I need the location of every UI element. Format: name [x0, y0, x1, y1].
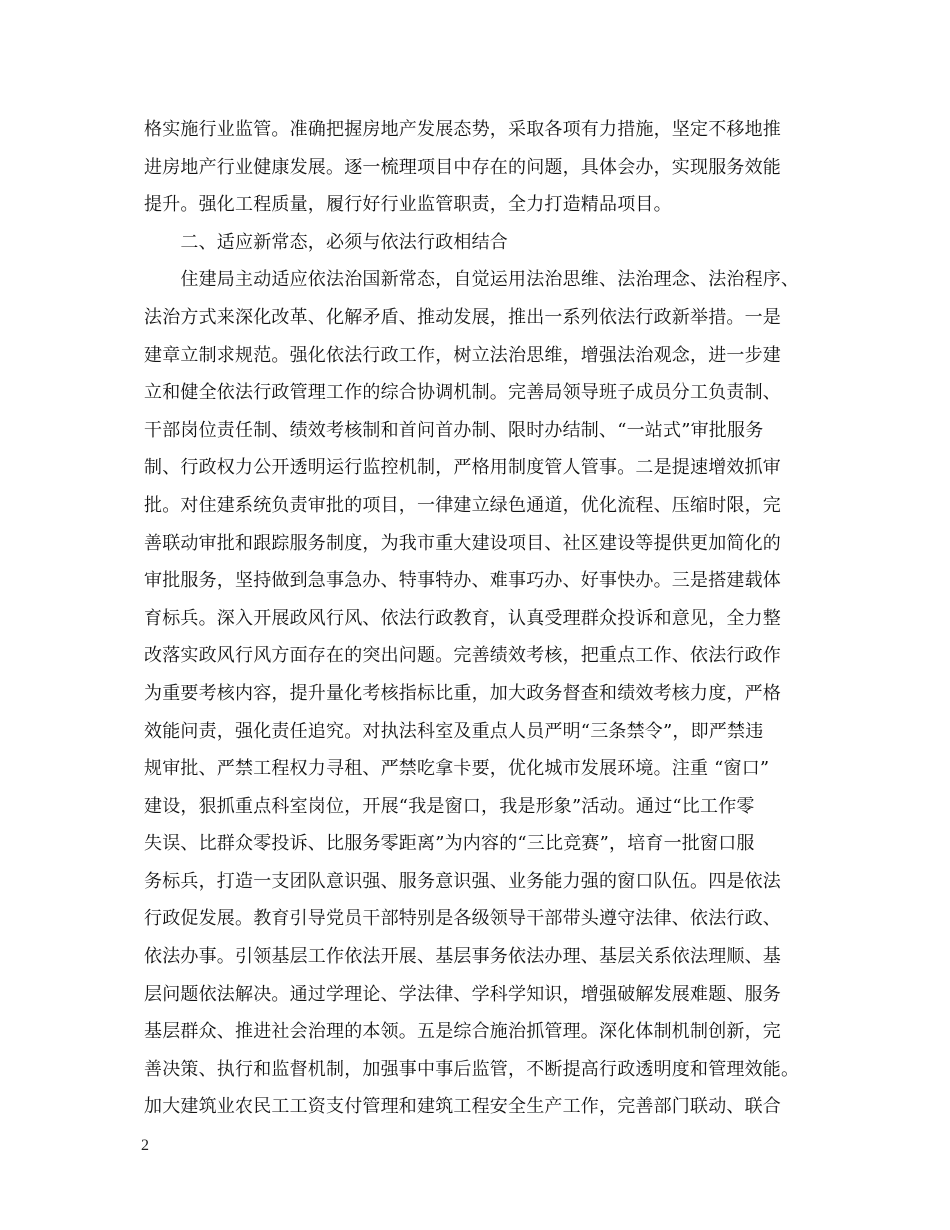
text-line: 进房地产行业健康发展。逐一梳理项目中存在的问题，具体会办，实现服务效能 [144, 156, 781, 178]
text-line: 改落实政风行风方面存在的突出问题。完善绩效考核，把重点工作、依法行政作 [144, 645, 781, 667]
text-line: 依法办事。引领基层工作依法开展、基层事务依法办理、基层关系依法理顺、基 [144, 946, 781, 968]
text-line: 住建局主动适应依法治国新常态，自觉运用法治思维、法治理念、法治程序、 [144, 269, 800, 291]
text-line: 法治方式来深化改革、化解矛盾、推动发展，推出一系列依法行政新举措。一是 [144, 306, 781, 328]
text-line: 善决策、执行和监督机制，加强事中事后监管，不断提高行政透明度和管理效能。 [144, 1058, 800, 1080]
text-line: 批。对住建系统负责审批的项目，一律建立绿色通道，优化流程、压缩时限，完 [144, 494, 781, 516]
text-line: 层问题依法解决。通过学理论、学法律、学科学知识，增强破解发展难题、服务 [144, 983, 781, 1005]
text-line: 制、行政权力公开透明运行监控机制，严格用制度管人管事。二是提速增效抓审 [144, 457, 781, 479]
text-line: 为重要考核内容，提升量化考核指标比重，加大政务督查和绩效考核力度，严格 [144, 682, 781, 704]
text-line: 规审批、严禁工程权力寻租、严禁吃拿卡要，优化城市发展环境。注重 “窗口” [144, 758, 770, 780]
text-line: 立和健全依法行政管理工作的综合协调机制。完善局领导班子成员分工负责制、 [144, 382, 781, 404]
text-line: 育标兵。深入开展政风行风、依法行政教育，认真受理群众投诉和意见，全力整 [144, 607, 781, 629]
text-line: 行政促发展。教育引导党员干部特别是各级领导干部带头遵守法律、依法行政、 [144, 908, 781, 930]
text-line: 审批服务，坚持做到急事急办、特事特办、难事巧办、好事快办。三是搭建载体 [144, 570, 781, 592]
text-line: 提升。强化工程质量，履行好行业监管职责，全力打造精品项目。 [144, 194, 672, 216]
text-line: 二、适应新常态，必须与依法行政相结合 [144, 231, 508, 253]
text-line: 失误、比群众零投诉、比服务零距离”为内容的“三比竞赛”，培育一批窗口服 [144, 833, 755, 855]
text-line: 格实施行业监管。准确把握房地产发展态势，采取各项有力措施，坚定不移地推 [144, 119, 781, 140]
text-line: 干部岗位责任制、绩效考核制和首问首办制、限时办结制、“一站式”审批服务 [144, 419, 764, 441]
text-line: 效能问责，强化责任追究。对执法科室及重点人员严明“三条禁令”，即严禁违 [144, 720, 764, 742]
text-line: 基层群众、推进社会治理的本领。五是综合施治抓管理。深化体制机制创新，完 [144, 1021, 781, 1043]
text-line: 建章立制求规范。强化依法行政工作，树立法治思维，增强法治观念，进一步建 [144, 344, 781, 366]
body-text [144, 111, 804, 1126]
text-line: 务标兵，打造一支团队意识强、服务意识强、业务能力强的窗口队伍。四是依法 [144, 870, 781, 892]
text-line: 建设，狠抓重点科室岗位，开展“我是窗口，我是形象”活动。通过“比工作零 [144, 795, 755, 817]
page-number: 2 [141, 1137, 149, 1154]
text-line: 善联动审批和跟踪服务制度，为我市重大建设项目、社区建设等提供更加简化的 [144, 532, 781, 554]
text-line: 加大建筑业农民工工资支付管理和建筑工程安全生产工作，完善部门联动、联合 [144, 1096, 781, 1118]
